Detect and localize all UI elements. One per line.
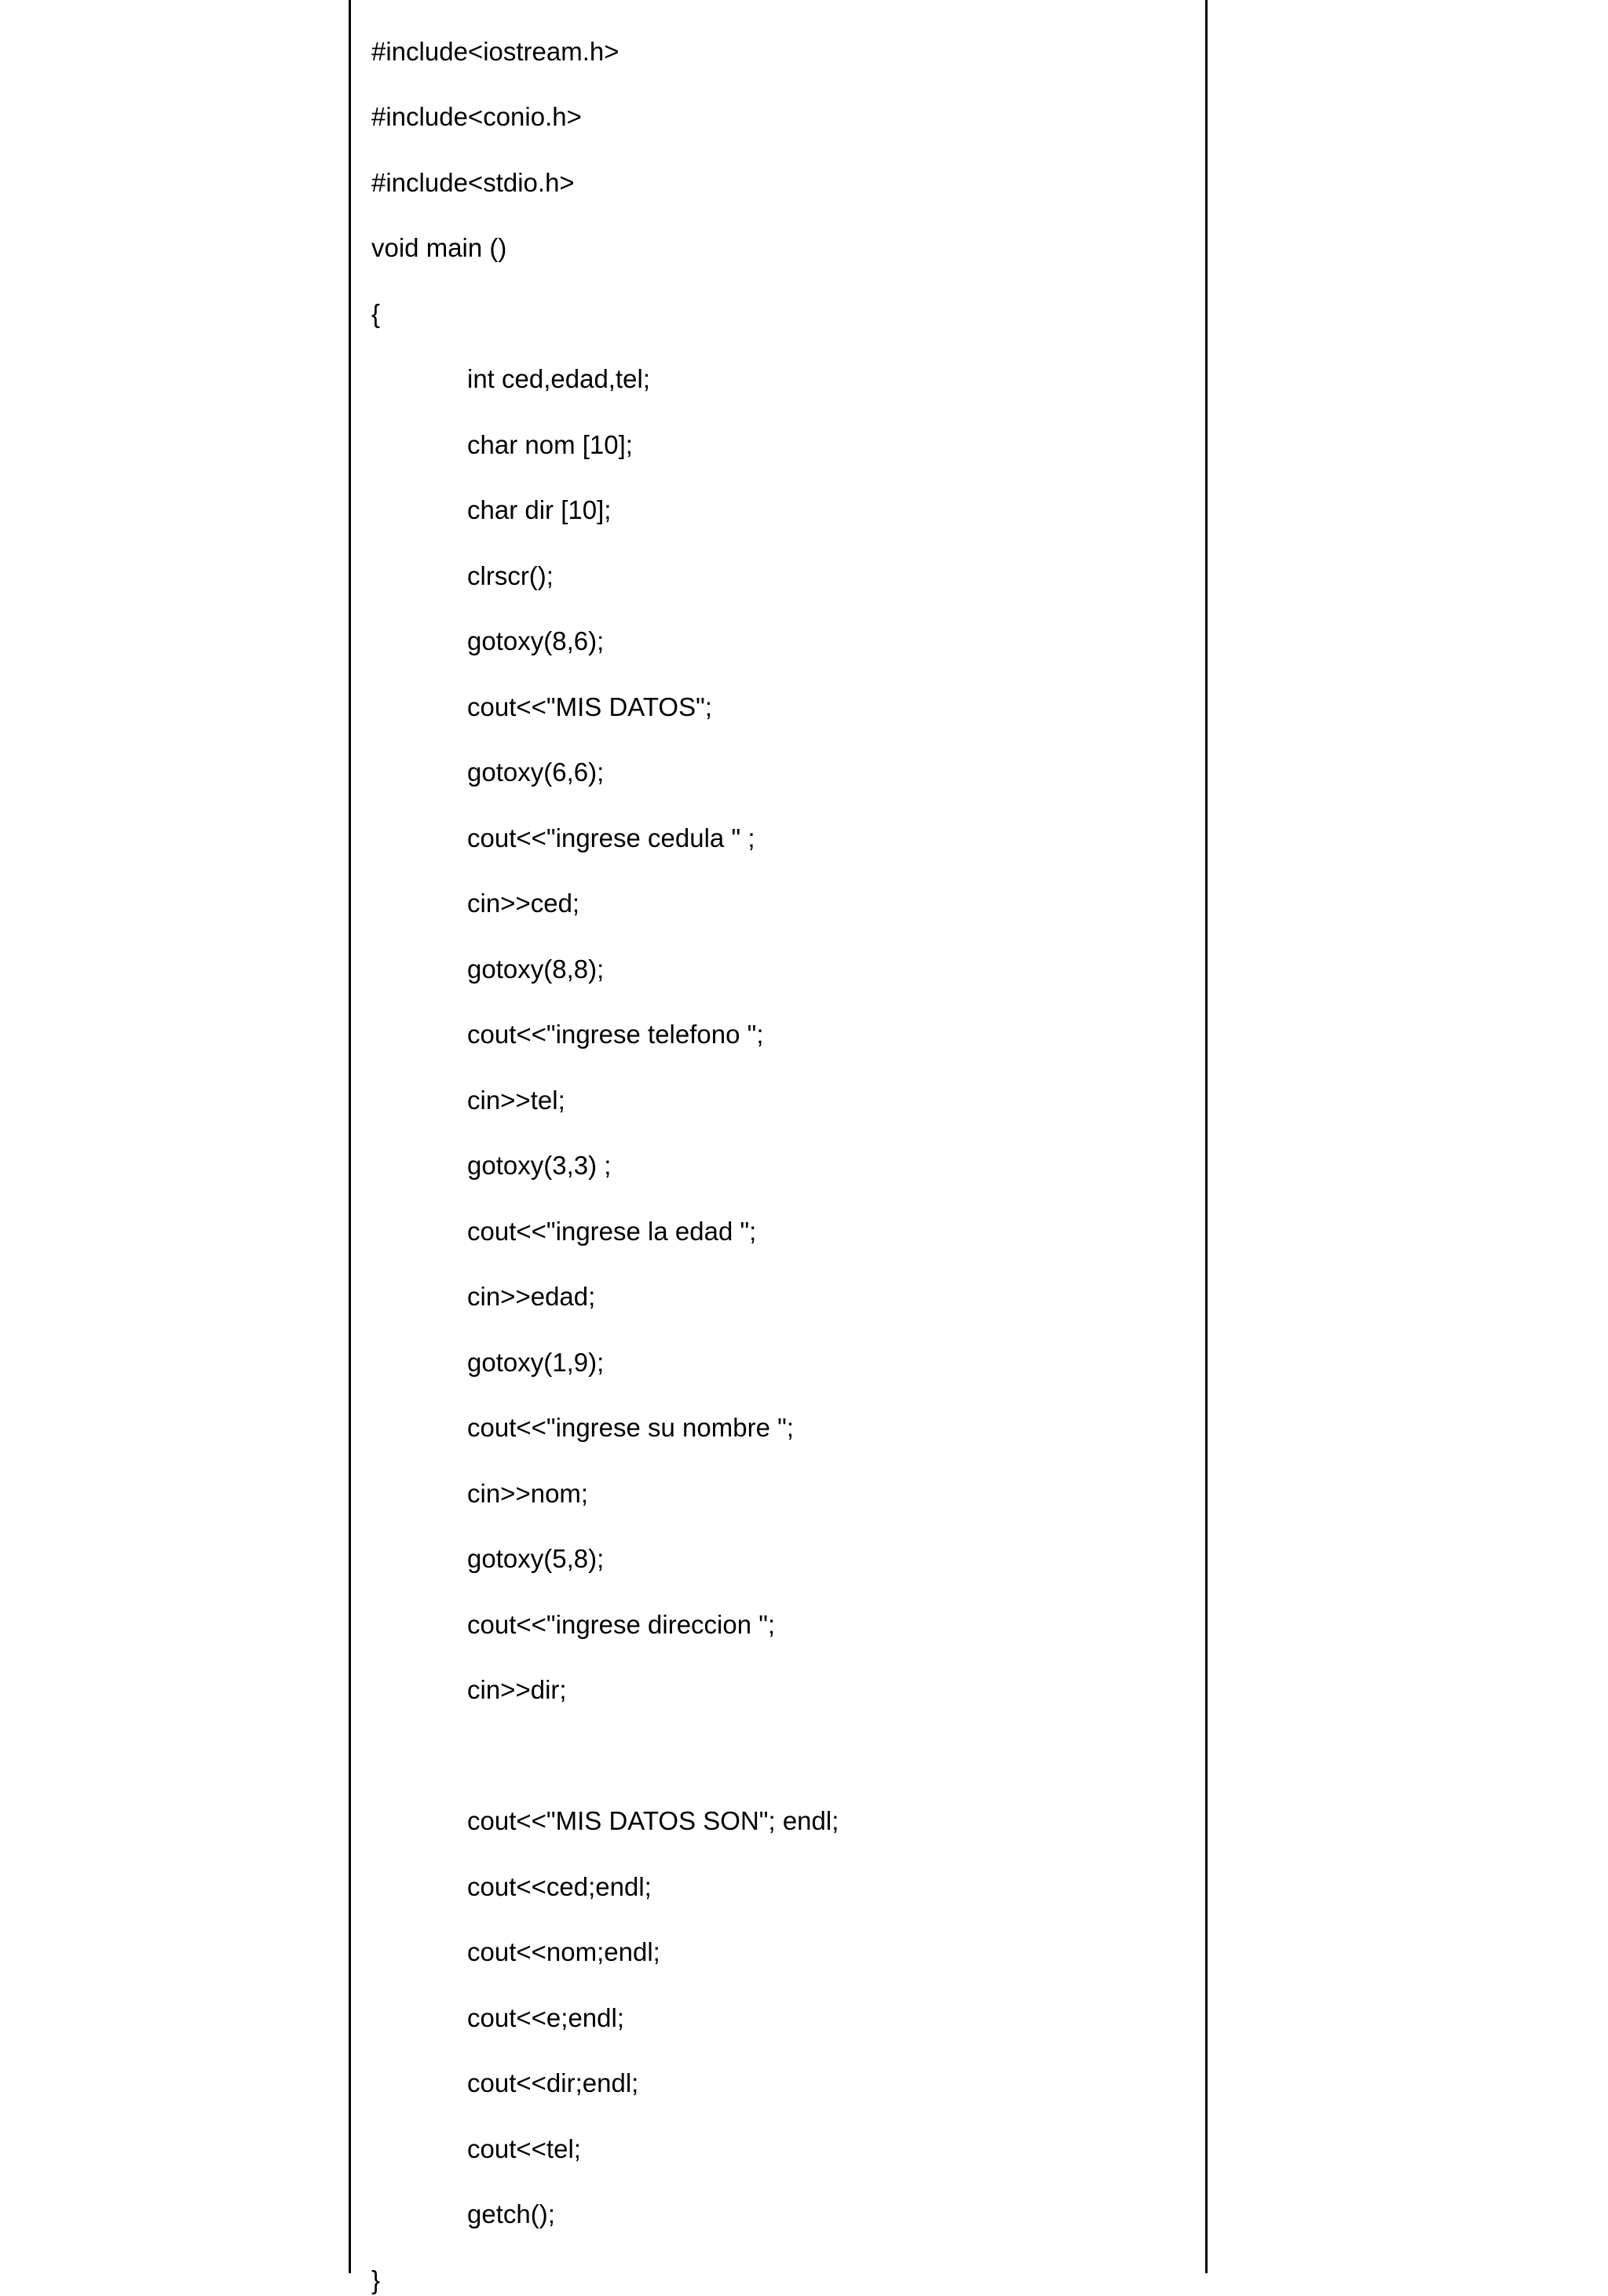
code-line: void main (): [371, 233, 507, 262]
code-line: cout<<"ingrese su nombre ";: [467, 1413, 794, 1442]
code-line: cin>>dir;: [467, 1675, 567, 1704]
code-line: cin>>edad;: [467, 1282, 596, 1311]
code-line: char dir [10];: [467, 495, 612, 524]
code-line: cout<<"ingrese telefono ";: [467, 1020, 764, 1049]
code-line: #include<stdio.h>: [371, 168, 575, 197]
code-line: clrscr();: [467, 561, 554, 590]
code-line: cout<<dir;endl;: [467, 2068, 639, 2097]
code-line: cout<<tel;: [467, 2134, 581, 2163]
code-line: cout<<e;endl;: [467, 2003, 624, 2032]
code-line: #include<conio.h>: [371, 102, 582, 131]
code-line: gotoxy(8,8);: [467, 955, 605, 984]
code-line: cout<<"ingrese la edad ";: [467, 1217, 757, 1246]
code-line: cout<<"MIS DATOS";: [467, 692, 712, 721]
code-line: {: [371, 299, 381, 328]
code-line: gotoxy(3,3) ;: [467, 1151, 612, 1180]
code-line: gotoxy(5,8);: [467, 1544, 605, 1573]
code-line: cout<<"ingrese direccion ";: [467, 1610, 776, 1639]
code-line: char nom [10];: [467, 430, 633, 459]
code-line: gotoxy(6,6);: [467, 757, 605, 787]
code-line: }: [371, 2265, 381, 2294]
code-line: int ced,edad,tel;: [467, 364, 650, 393]
code-line: cout<<nom;endl;: [467, 1937, 660, 1966]
code-line: #include<iostream.h>: [371, 37, 619, 66]
code-line: cout<<ced;endl;: [467, 1872, 652, 1901]
code-line: gotoxy(1,9);: [467, 1348, 605, 1377]
code-line: cin>>tel;: [467, 1086, 565, 1115]
code-line: getch();: [467, 2199, 555, 2228]
code-line: gotoxy(8,6);: [467, 626, 605, 655]
code-listing-box: [349, 0, 1208, 2294]
code-line: cout<<"MIS DATOS SON"; endl;: [467, 1806, 839, 1835]
code-line: cin>>ced;: [467, 889, 580, 918]
code-line: cin>>nom;: [467, 1479, 589, 1508]
code-line: cout<<"ingrese cedula " ;: [467, 823, 755, 852]
